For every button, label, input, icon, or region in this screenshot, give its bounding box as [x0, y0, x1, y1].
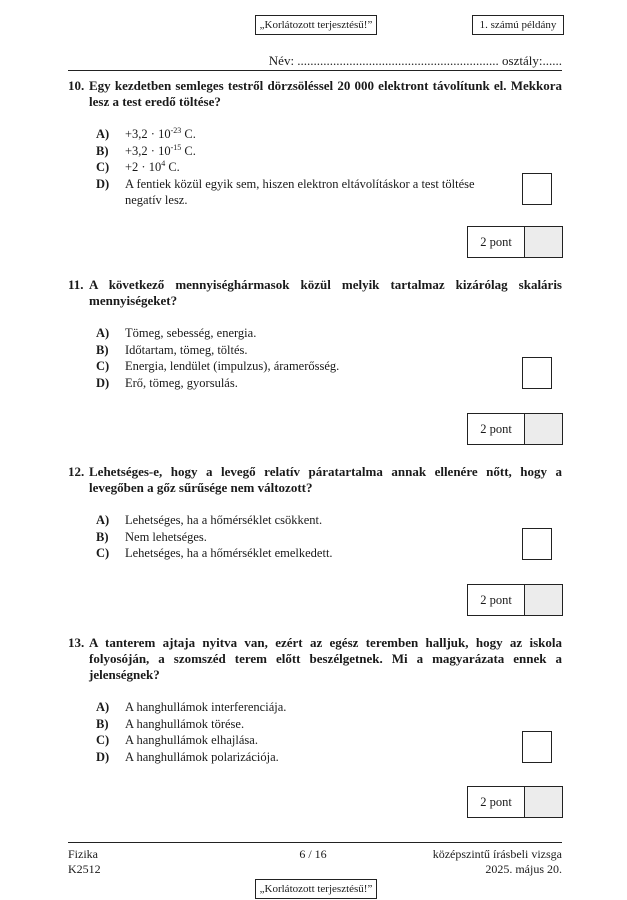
footer-rule [68, 842, 562, 843]
option-a: A) Lehetséges, ha a hőmérséklet csökkent. [96, 513, 323, 527]
question-12 [68, 464, 562, 562]
option-a: A) A hanghullámok interferenciája. [96, 700, 287, 714]
answer-box-12[interactable] [522, 528, 552, 560]
header-rule [68, 70, 562, 71]
score-field[interactable] [525, 227, 562, 257]
option-c: C) $+2 \cdot 10^4$ C. [96, 159, 180, 174]
points-box-12: 2 pont [467, 584, 563, 616]
option-b: B) A hanghullámok törése. [96, 716, 245, 731]
question-text: 13. A tanterem ajtaja nyitva van, ezért az egész teremben halljuk, hogy az iskola folyosóján, a szomszéd terem előtt beszélgetnek. Mi a magyarázata ennek a jelenségnek? [68, 635, 562, 682]
question-number: 13. [68, 635, 85, 650]
option-b: B) $+3,2 \cdot 10^{-15}$ C. [96, 142, 196, 158]
copy-number: 1. számú példány [472, 15, 564, 35]
page-number: 6 / 16 [299, 847, 327, 861]
footer-subject: Fizika K2512 [68, 847, 101, 876]
score-field[interactable] [525, 585, 562, 615]
option-a: A) $+3,2 \cdot 10^{-23}$ C. [96, 126, 196, 141]
points-box-10: 2 pont [467, 226, 563, 258]
question-10 [68, 78, 562, 209]
option-c: C) A hanghullámok elhajlása. [96, 733, 258, 747]
question-13 [68, 635, 562, 765]
option-b: B) Időtartam, tömeg, töltés. [96, 342, 248, 357]
question-number: 12. [68, 464, 85, 479]
answer-box-10[interactable] [522, 173, 552, 205]
footer-exam: középszintű írásbeli vizsga 2025. május 20. [390, 847, 562, 877]
name-class-line: Név: .............................................................. osztály:...... [268, 53, 562, 68]
restriction-stamp-footer: „Korlátozott terjesztésű!” [255, 879, 377, 899]
question-text: 10. Egy kezdetben semleges testről dörzsöléssel 20 000 elektront távolítunk el. Mekkora lesz a test eredő töltése? [68, 78, 562, 109]
restriction-stamp: „Korlátozott terjesztésű!” [255, 15, 377, 35]
question-11 [68, 277, 562, 391]
points-box-13: 2 pont [467, 786, 563, 818]
option-a: A) Tömeg, sebesség, energia. [96, 326, 257, 340]
points-box-11: 2 pont [467, 413, 563, 445]
option-d: D) A hanghullámok polarizációja. [96, 749, 279, 764]
footer-date: 2025. május 20. [485, 862, 562, 876]
option-d: D) A fentiek közül egyik sem, hiszen elektron eltávolításkor a test töltése negatív lesz. [96, 176, 475, 207]
question-text: 11. A következő mennyiséghármasok közül melyik tartalmaz kizárólag skaláris mennyiségeket? [68, 277, 562, 308]
footer-code: K2512 [68, 862, 101, 876]
question-text: 12. Lehetséges-e, hogy a levegő relatív páratartalma annak ellenére nőtt, hogy a levegőben a gőz sűrűsége nem változott? [68, 464, 562, 495]
option-c: C) Lehetséges, ha a hőmérséklet emelkedett. [96, 546, 333, 560]
option-b: B) Nem lehetséges. [96, 529, 207, 544]
option-c: C) Energia, lendület (impulzus), áramerősség. [96, 359, 340, 373]
answer-box-13[interactable] [522, 731, 552, 763]
question-number: 10. [68, 78, 85, 93]
score-field[interactable] [525, 414, 562, 444]
answer-box-11[interactable] [522, 357, 552, 389]
option-d: D) Erő, tömeg, gyorsulás. [96, 375, 238, 390]
score-field[interactable] [525, 787, 562, 817]
question-number: 11. [68, 277, 84, 292]
